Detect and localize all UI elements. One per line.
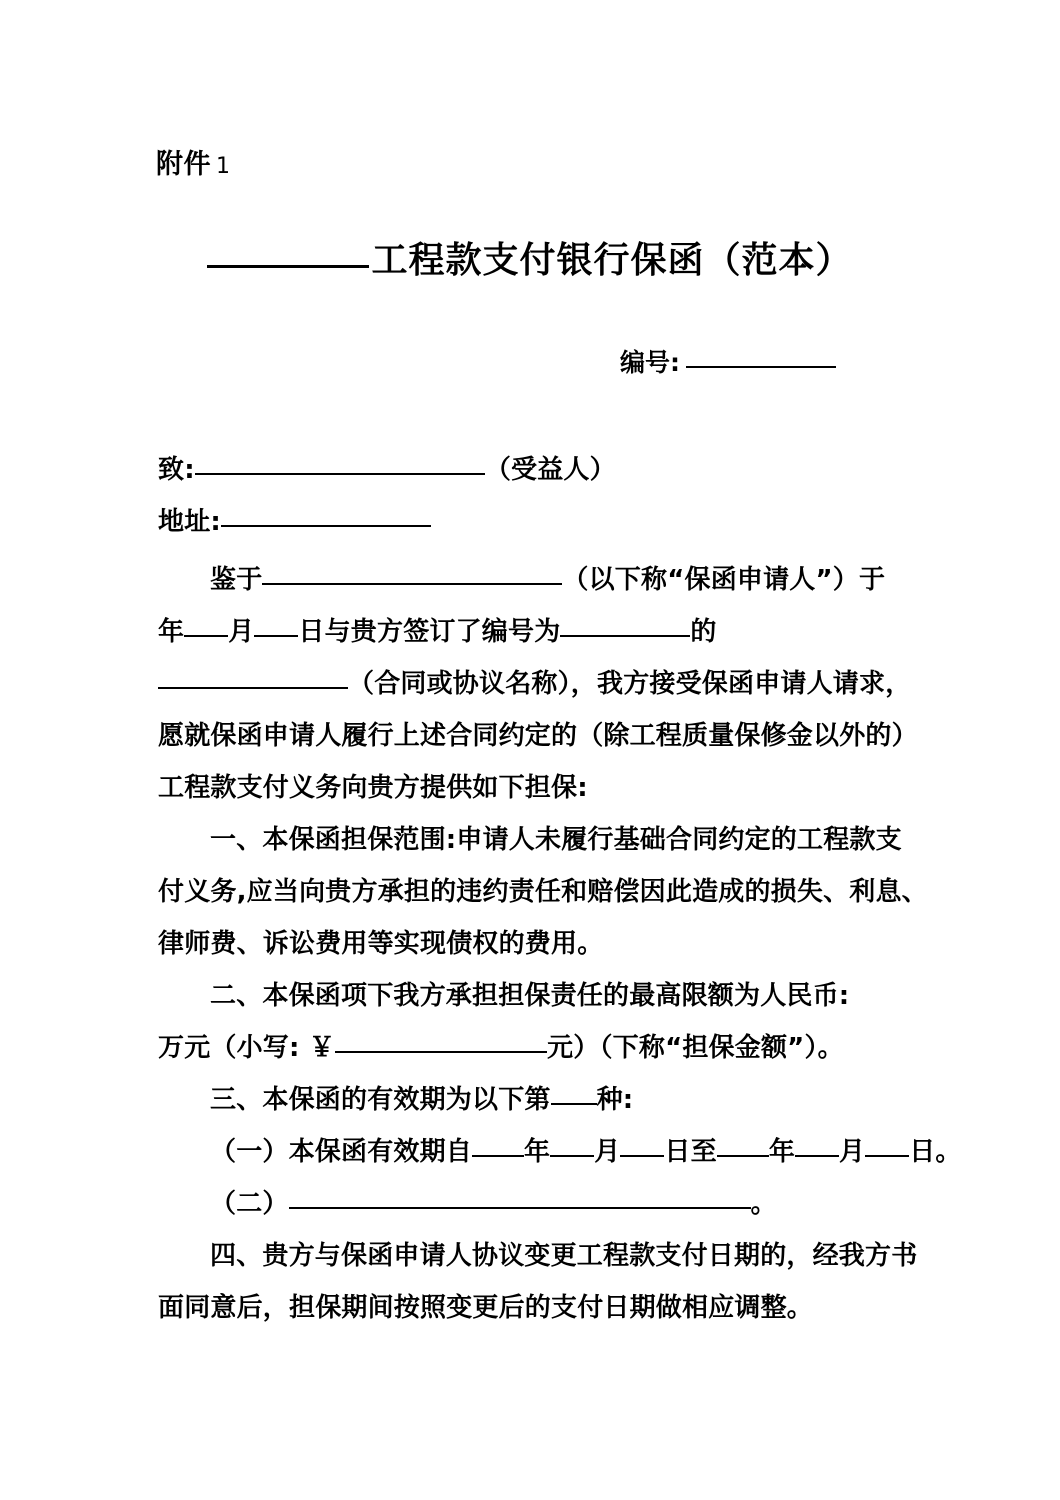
clause-1-line-1: 一、本保函担保范围:申请人未履行基础合同约定的工程款支 — [210, 825, 902, 855]
whereas-line-1 — [158, 554, 906, 606]
clause-3-item-2 — [158, 1178, 906, 1230]
clause-3-end-month-label: 月 — [839, 1137, 866, 1167]
document-body — [158, 444, 962, 1334]
title-blank-field — [207, 265, 369, 268]
whereas-year-label: 年 — [158, 617, 185, 647]
clause-3-item1-prefix: （一）本保函有效期自 — [210, 1137, 473, 1167]
recipient-label: 致: — [158, 455, 195, 485]
whereas-line-4: 愿就保函申请人履行上述合同约定的（除工程质量保修金以外的） — [158, 721, 918, 751]
serial-number-label: 编号: — [620, 348, 680, 377]
whereas-suffix: （以下称“保函申请人”）于 — [562, 565, 886, 595]
clause-3-end-year-blank — [717, 1155, 769, 1157]
address-blank — [221, 525, 431, 527]
whereas-prefix: 鉴于 — [210, 565, 263, 595]
whereas-contract-name-blank — [158, 687, 348, 689]
clause-4-line-2: 面同意后，担保期间按照变更后的支付日期做相应调整。 — [158, 1293, 814, 1323]
clause-2-amount-blank — [335, 1051, 547, 1053]
recipient-suffix: （受益人） — [484, 455, 616, 485]
clause-3-kind-blank — [551, 1103, 597, 1105]
clause-4-line-1: 四、贵方与保函申请人协议变更工程款支付日期的，经我方书 — [210, 1241, 918, 1271]
clause-3-item2-suffix: 。 — [750, 1189, 777, 1219]
recipient-line — [158, 444, 906, 496]
whereas-contract-text: 日与贵方签订了编号为 — [298, 617, 561, 647]
whereas-line-5: 工程款支付义务向贵方提供如下担保: — [158, 773, 588, 803]
clause-2-amount-prefix: 万元（小写: ￥ — [158, 1033, 336, 1063]
clause-3-start-month-blank — [550, 1155, 594, 1157]
clause-3-end-year-label: 年 — [768, 1137, 796, 1167]
serial-number-row — [620, 343, 836, 379]
clause-2-line-2 — [158, 1022, 906, 1074]
whereas-line-2 — [158, 606, 906, 658]
clause-3-suffix: 种: — [596, 1085, 634, 1115]
whereas-de: 的 — [690, 617, 717, 647]
clause-1-line-3: 律师费、诉讼费用等实现债权的费用。 — [158, 929, 604, 959]
clause-1-line-2: 付义务,应当向贵方承担的违约责任和赔偿因此造成的损失、利息、 — [158, 877, 928, 907]
whereas-day-blank — [254, 635, 298, 637]
attachment-label — [156, 142, 231, 181]
clause-3-end-day-blank — [865, 1155, 909, 1157]
clause-3-start-day-label: 日至 — [664, 1137, 717, 1167]
recipient-blank — [195, 473, 485, 475]
address-label: 地址: — [158, 507, 221, 537]
page-title-text: 工程款支付银行保函（范本） — [371, 240, 853, 281]
clause-2-amount-suffix: 元）（下称“担保金额”）。 — [547, 1033, 844, 1063]
serial-number-blank — [686, 366, 836, 368]
whereas-contract-no-blank — [560, 635, 690, 637]
clause-3-start-month-label: 月 — [594, 1137, 621, 1167]
clause-3-prefix: 三、本保函的有效期为以下第 — [210, 1085, 551, 1115]
clause-3-start-day-blank — [620, 1155, 664, 1157]
whereas-applicant-blank — [262, 583, 562, 585]
whereas-line-3 — [158, 658, 912, 710]
whereas-month-blank — [184, 635, 228, 637]
whereas-month-label: 月 — [228, 617, 255, 647]
attachment-number: 1 — [216, 154, 231, 179]
clause-3-end-day-label: 日。 — [909, 1137, 962, 1167]
clause-2-line-1: 二、本保函项下我方承担担保责任的最高限额为人民币: — [210, 981, 850, 1011]
page-title — [0, 232, 1060, 283]
clause-3-end-month-blank — [795, 1155, 839, 1157]
clause-3-item-1 — [158, 1126, 962, 1178]
clause-3-item2-prefix: （二） — [210, 1189, 289, 1219]
clause-3-start-year-label: 年 — [524, 1137, 551, 1167]
attachment-label-text: 附件 — [156, 149, 211, 180]
whereas-line3-suffix: （合同或协议名称），我方接受保函申请人请求， — [348, 669, 912, 699]
address-line — [158, 496, 906, 548]
clause-3-line-1 — [158, 1074, 906, 1126]
clause-3-start-year-blank — [472, 1155, 524, 1157]
clause-3-item2-blank — [289, 1207, 751, 1209]
